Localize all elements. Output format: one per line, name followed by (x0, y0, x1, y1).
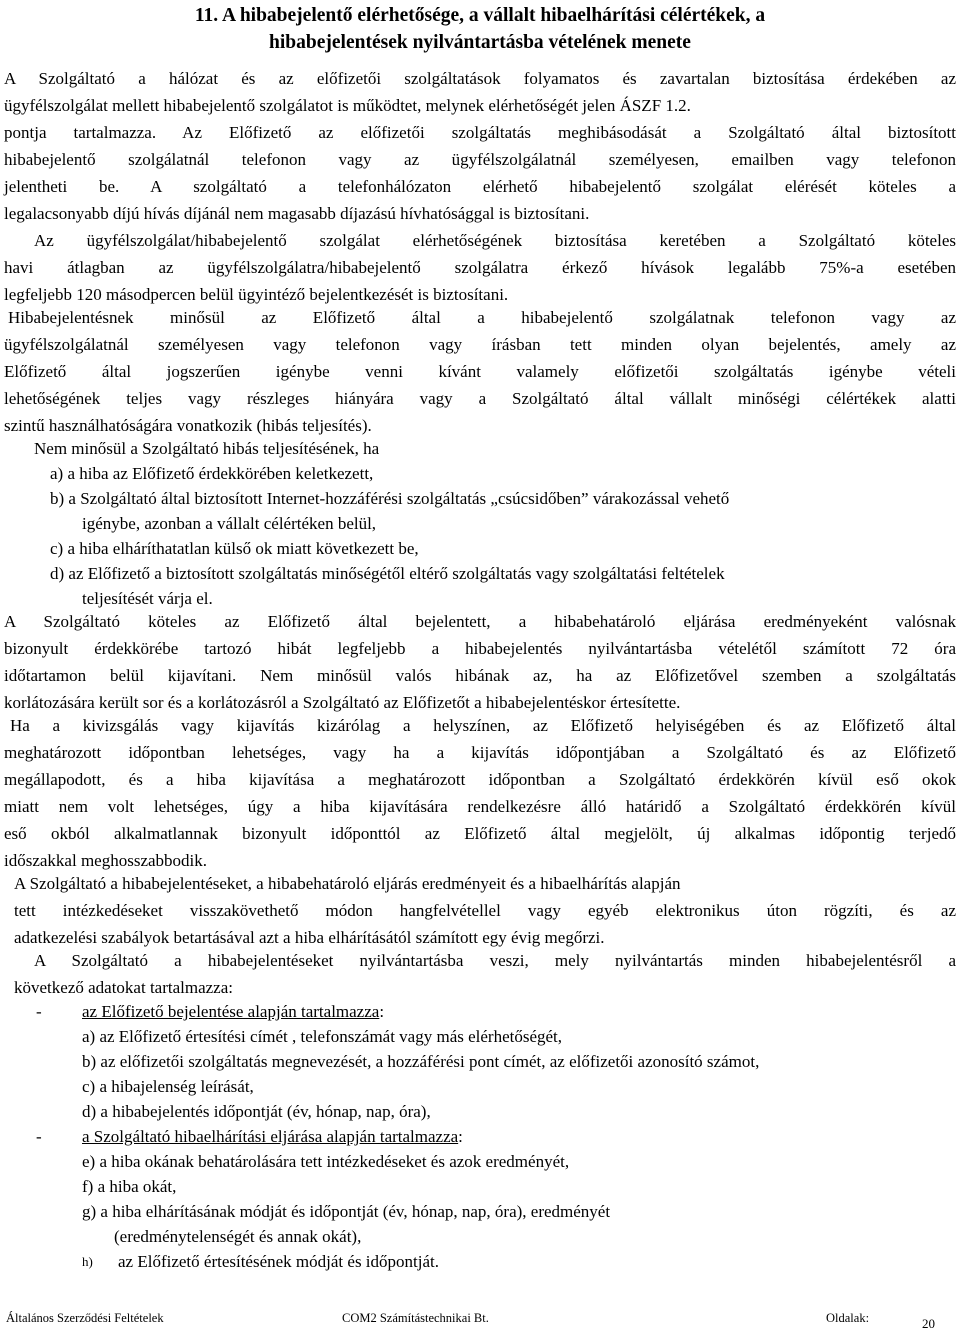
text-line (82, 1174, 956, 1199)
line-text: igénybe, azonban a vállalt célértéken belül, (82, 514, 377, 533)
line-text: az Előfizető értesítésének módját és időpontját. (118, 1252, 439, 1271)
text-line (82, 1149, 956, 1174)
line-text: meghatározott időpontban lehetséges, vagy ha a kijavítás időpontjában a Szolgáltató és az Előfizető (4, 743, 956, 762)
text-line (4, 740, 956, 765)
line-suffix: : (458, 1127, 463, 1146)
line-text: legalacsonyabb díjú hívás díjánál nem magasabb díjazású hívhatósággal is biztosítani. (4, 204, 590, 223)
line-text: Az ügyfélszolgálat/hibabejelentő szolgálat elérhetőségének biztosítása keretében a Szolgáltató köteles (34, 231, 956, 250)
line-text: a) a hiba az Előfizető érdekkörében keletkezett, (50, 464, 374, 483)
line-text: d) a hibabejelentés időpontját (év, hónap, nap, óra), (82, 1102, 431, 1121)
line-text: b) a Szolgáltató által biztosított Internet-hozzáférési szolgáltatás „csúcsidőben” várakozással vehető (50, 489, 730, 508)
footer-company-name: COM2 Számítástechnikai Bt. (342, 1311, 489, 1325)
page-number: 20 (922, 1316, 935, 1331)
line-text: - (36, 1002, 42, 1021)
line-text: g) a hiba elhárításának módját és időpontját (év, hónap, nap, óra), eredményét (82, 1202, 611, 1221)
text-line (4, 386, 956, 411)
text-line (4, 663, 956, 688)
text-line (82, 1074, 956, 1099)
line-text: b) az előfizetői szolgáltatás megnevezését, a hozzáférési pont címét, az előfizetői azonosító számot, (82, 1052, 760, 1071)
text-line (4, 147, 956, 172)
text-line (82, 511, 956, 536)
line-text: korlátozására került sor és a korlátozásról a Szolgáltató az Előfizetőt a hibabejelentéskor értesítette. (4, 693, 681, 712)
line-text: időtartamon belül kijavítani. Nem minősül valós hibának az, ha az Előfizetővel szemben a szolgáltatás (4, 666, 956, 685)
text-line (82, 1024, 956, 1049)
text-line (82, 1049, 956, 1074)
line-text: hibabejelentő szolgálatnál telefonon vagy az ügyfélszolgálatnál személyesen, emailben vagy telefonon (4, 150, 956, 169)
text-line (4, 120, 956, 145)
text-line (4, 690, 956, 715)
line-text: (eredménytelenségét és annak okát), (114, 1227, 362, 1246)
section-title-line-2: hibabejelentések nyilvántartásba vételének menete (269, 32, 691, 53)
text-line (82, 586, 956, 611)
text-line (4, 282, 956, 307)
line-text: - (36, 1127, 42, 1146)
text-line (50, 561, 956, 586)
text-line (14, 925, 956, 950)
text-line (34, 948, 956, 973)
text-line (34, 228, 956, 253)
text-line (82, 1124, 956, 1149)
text-line (82, 999, 956, 1024)
line-text: havi átlagban az ügyfélszolgálatra/hibabejelentő szolgálatra érkező hívások legalább 75%-a esetében (4, 258, 956, 277)
line-text: Nem minősül a Szolgáltató hibás teljesítésének, ha (34, 439, 380, 458)
line-text: ügyfélszolgálatnál személyesen vagy telefonon vagy írásban tett minden olyan bejelentés, amely az (4, 335, 956, 354)
line-text: A Szolgáltató köteles az Előfizető által bejelentett, a hibabehatároló eljárása eredményeként valósnak (4, 612, 956, 631)
text-line (4, 794, 956, 819)
text-line (4, 332, 956, 357)
text-line (4, 609, 956, 634)
text-line (4, 767, 956, 792)
list-marker: h) (82, 1254, 93, 1269)
text-line (50, 486, 956, 511)
line-text: Ha a kivizsgálás vagy kijavítás kizárólag a helyszínen, az Előfizető helyiségében és az Előfizető által (10, 716, 956, 735)
text-line (14, 898, 956, 923)
line-text: c) a hiba elháríthatatlan külső ok miatt következett be, (50, 539, 419, 558)
line-text: tett intézkedéseket visszakövethető módon hangfelvétellel vagy egyéb elektronikus úton rögzíti, és az (14, 901, 956, 920)
line-text: f) a hiba okát, (82, 1177, 177, 1196)
line-text: Előfizető által jogszerűen igénybe venni kívánt valamely előfizetői szolgáltatás igénybe vételi (4, 362, 956, 381)
line-text: megállapodott, és a hiba kijavítása a meghatározott időpontban a Szolgáltató érdekkörén kívül eső okok (4, 770, 956, 789)
line-text: legfeljebb 120 másodpercen belül ügyintéző bejelentkezését is biztosítani. (4, 285, 509, 304)
section-title-line-1: 11. A hibabejelentő elérhetősége, a vállalt hibaelhárítási célértékek, a (194, 5, 766, 26)
line-text: szintű használhatóságára vonatkozik (hibás teljesítés). (4, 416, 372, 435)
line-text: a) az Előfizető értesítési címét , telefonszámát vagy más elérhetőségét, (82, 1027, 563, 1046)
text-line (4, 66, 956, 91)
footer-pages-label: Oldalak: (826, 1311, 870, 1325)
line-suffix: : (379, 1002, 385, 1021)
text-line (114, 1224, 956, 1249)
line-text: adatkezelési szabályok betartásával azt a hiba elhárításától számított egy évig megőrzi. (14, 928, 605, 947)
text-line (50, 536, 956, 561)
text-line (82, 1099, 956, 1124)
underlined-heading: az Előfizető bejelentése alapján tartalmazza (82, 1002, 380, 1021)
underlined-heading: a Szolgáltató hibaelhárítási eljárása alapján tartalmazza (82, 1127, 459, 1146)
line-text: ügyfélszolgálat mellett hibabejelentő szolgálatot is működtet, melynek elérhetőségét jelen ÁSZF 1.2. (4, 96, 691, 115)
text-line (4, 359, 956, 384)
text-line (50, 461, 956, 486)
text-line (4, 93, 956, 118)
text-line (82, 1249, 956, 1274)
text-line (4, 636, 956, 661)
line-text: miatt nem volt lehetséges, úgy a hiba kijavítására rendelkezésre álló határidő a Szolgáltató érdekkörén kívül (4, 797, 956, 816)
text-line (4, 821, 956, 846)
line-text: A Szolgáltató a hibabejelentéseket, a hibabehatároló eljárás eredményeit és a hibaelhárítás alapján (14, 874, 681, 893)
line-text: bizonyult érdekkörébe tartozó hibát legfeljebb a hibabejelentés nyilvántartásba vételétől számított 72 óra (4, 639, 956, 658)
line-text: A Szolgáltató a hibabejelentéseket nyilvántartásba veszi, mely nyilvántartás minden hibabejelentésről a (34, 951, 956, 970)
text-line (10, 713, 956, 738)
line-text: A Szolgáltató a hálózat és az előfizetői szolgáltatások folyamatos és zavartalan biztosítása érdekében az (4, 69, 956, 88)
text-line (34, 436, 956, 461)
text-line (82, 1199, 956, 1224)
line-text: teljesítését várja el. (82, 589, 213, 608)
text-line (14, 871, 956, 896)
line-text: c) a hibajelenség leírását, (82, 1077, 254, 1096)
line-text: következő adatokat tartalmazza: (14, 978, 233, 997)
text-line (4, 413, 956, 438)
text-line (4, 848, 956, 873)
text-line (4, 201, 956, 226)
line-text: e) a hiba okának behatárolására tett intézkedéseket és azok eredményét, (82, 1152, 570, 1171)
line-text: eső okból alkalmatlannak bizonyult időponttól az Előfizető által megjelölt, új alkalmas időpontig terjedő (4, 824, 956, 843)
line-text: pontja tartalmazza. Az Előfizető az előfizetői szolgáltatás meghibásodását a Szolgáltató által biztosított (4, 123, 956, 142)
line-text: Hibabejelentésnek minősül az Előfizető által a hibabejelentő szolgálatnak telefonon vagy az (8, 308, 956, 327)
text-line (14, 975, 956, 1000)
line-text: d) az Előfizető a biztosított szolgáltatás minőségétől eltérő szolgáltatás vagy szolgáltatási feltételek (50, 564, 725, 583)
text-line (4, 255, 956, 280)
text-line (4, 174, 956, 199)
footer-document-name: Általános Szerződési Feltételek (6, 1311, 164, 1325)
line-text: jelentheti be. A szolgáltató a telefonhálózaton elérhető hibabejelentő szolgálat elérését köteles a (4, 177, 956, 196)
line-text: időszakkal meghosszabbodik. (4, 851, 208, 870)
text-line (8, 305, 956, 330)
line-text: lehetőségének teljes vagy részleges hiányára vagy a Szolgáltató által vállalt minőségi célértékek alatti (4, 389, 956, 408)
